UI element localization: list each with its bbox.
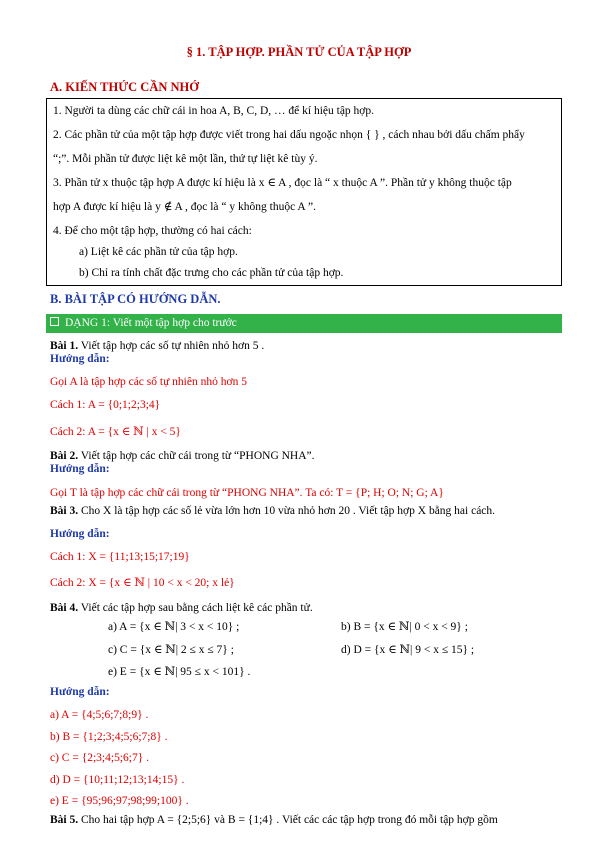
exercise-4: Bài 4. Viết các tập hợp sau bằng cách liệt kê các phần tử. [50,602,313,614]
exercise-4-a: a) A = {x ∈ ℕ| 3 < x < 10} ; [108,621,240,633]
guide-label: Hướng dẫn: [50,463,110,475]
box-line: b) Chỉ ra tính chất đặc trưng cho các phần tử của tập hợp. [79,267,344,279]
guide-label: Hướng dẫn: [50,528,110,540]
answer-line: a) A = {4;5;6;7;8;9} . [50,709,149,721]
exercise-5: Bài 5. Cho hai tập hợp A = {2;5;6} và B = {1;4} . Viết các các tập hợp trong đó mỗi tập hợp gồm [50,814,498,826]
answer-line: Cách 1: A = {0;1;2;3;4} [50,399,161,411]
exercise-4-c: c) C = {x ∈ ℕ| 2 ≤ x ≤ 7} ; [108,644,234,656]
page-title: § 1. TẬP HỢP. PHẦN TỬ CỦA TẬP HỢP [186,45,412,59]
answer-line: e) E = {95;96;97;98;99;100} . [50,795,189,807]
answer-line: d) D = {10;11;12;13;14;15} . [50,774,185,786]
answer-line: Cách 2: A = {x ∈ ℕ | x < 5} [50,426,181,438]
exercise-4-e: e) E = {x ∈ ℕ| 95 ≤ x < 101} . [108,666,251,678]
exercise-4-b: b) B = {x ∈ ℕ| 0 < x < 9} ; [341,621,468,633]
guide-label: Hướng dẫn: [50,686,110,698]
box-line: 2. Các phần tử của một tập hợp được viết trong hai dấu ngoặc nhọn { } , cách nhau bởi dấu chấm phẩy [53,129,525,141]
answer-line: Gọi T là tập hợp các chữ cái trong từ “PHONG NHA”. Ta có: T = {P; H; O; N; G; A} [50,487,444,499]
answer-line: Cách 2: X = {x ∈ ℕ | 10 < x < 20; x lẻ} [50,577,235,589]
answer-line: Cách 1: X = {11;13;15;17;19} [50,551,190,563]
knowledge-box [46,98,562,286]
exercise-3: Bài 3. Cho X là tập hợp các số lẻ vừa lớn hơn 10 vừa nhỏ hơn 20 . Viết tập hợp X bằng hai cách. [50,505,496,517]
box-line: 3. Phần tử x thuộc tập hợp A được kí hiệu là x ∈ A , đọc là “ x thuộc A ”. Phần tử y không thuộc tập [53,177,512,189]
checkbox-icon [50,317,59,326]
box-line: hợp A được kí hiệu là y ∉ A , đọc là “ y không thuộc A ”. [53,201,316,213]
type-1-banner [46,314,562,333]
exercise-2: Bài 2. Viết tập hợp các chữ cái trong từ “PHONG NHA”. [50,450,315,462]
exercise-1: Bài 1. Viết tập hợp các số tự nhiên nhỏ hơn 5 . [50,340,265,352]
box-line: “;”. Mỗi phần tử được liệt kê một lần, thứ tự liệt kê tùy ý. [53,153,318,165]
box-line: a) Liệt kê các phần tử của tập hợp. [79,246,238,258]
answer-line: c) C = {2;3;4;5;6;7} . [50,752,149,764]
type-1-label: DẠNG 1: Viết một tập hợp cho trước [65,317,237,329]
exercise-4-d: d) D = {x ∈ ℕ| 9 < x ≤ 15} ; [341,644,475,656]
box-line: 1. Người ta dùng các chữ cái in hoa A, B, C, D, … để kí hiệu tập hợp. [53,105,375,117]
section-b-heading: B. BÀI TẬP CÓ HƯỚNG DẪN. [50,292,221,306]
answer-line: Gọi A là tập hợp các số tự nhiên nhỏ hơn 5 [50,376,247,388]
answer-line: b) B = {1;2;3;4;5;6;7;8} . [50,731,168,743]
guide-label: Hướng dẫn: [50,353,110,365]
box-line: 4. Để cho một tập hợp, thường có hai cách: [53,225,252,237]
section-a-heading: A. KIẾN THỨC CẦN NHỚ [50,80,199,94]
